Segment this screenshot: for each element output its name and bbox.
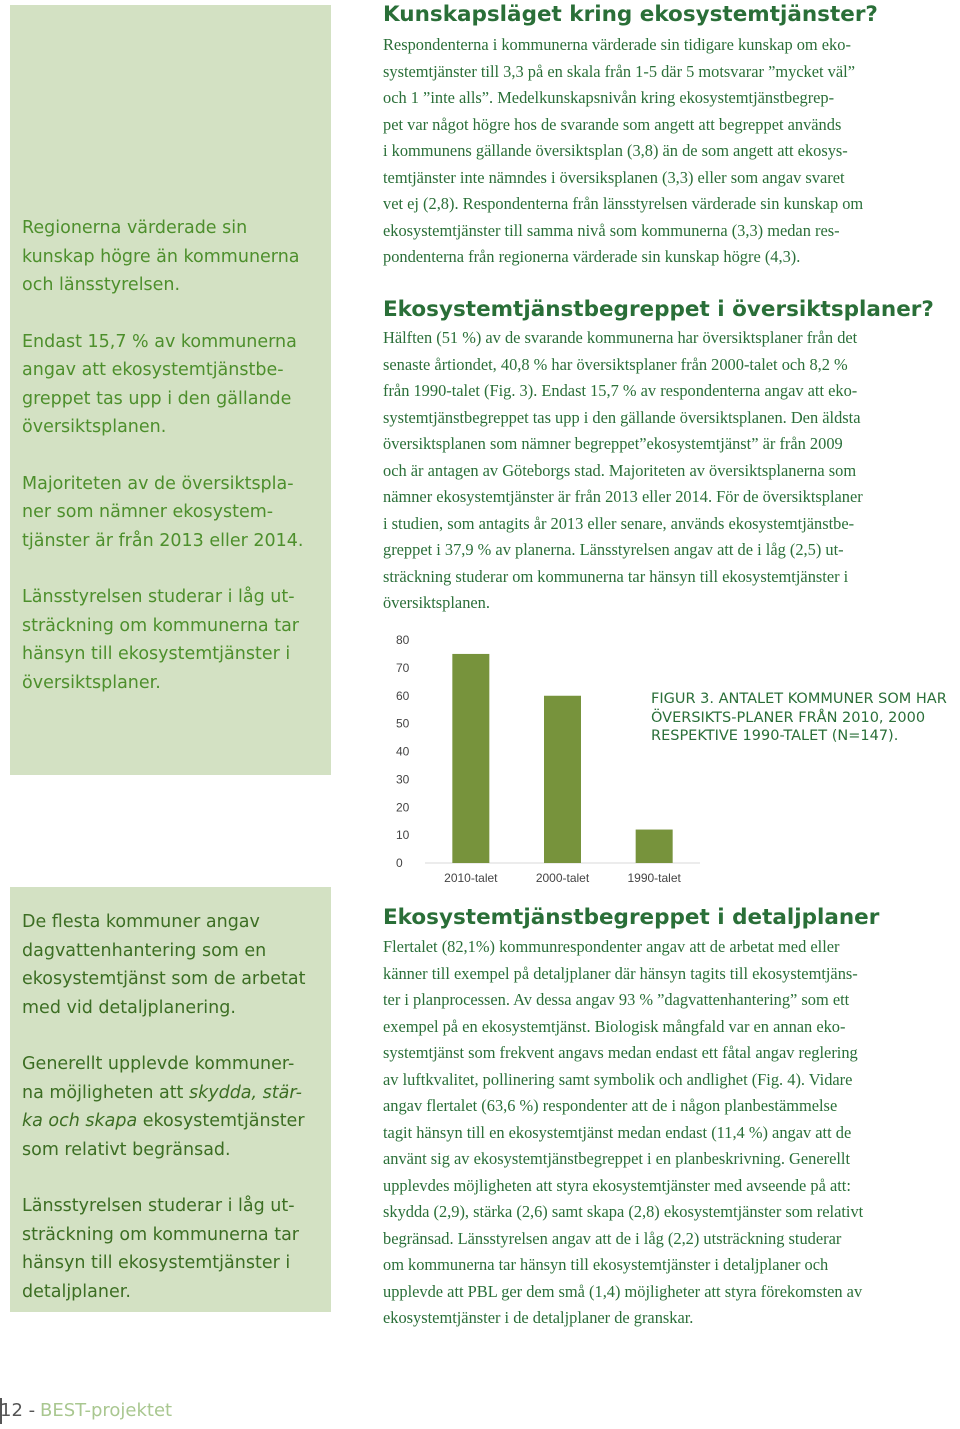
sidebar-paragraph: Regionerna värderade sin kunskap högre än kommunerna och länsstyrelsen. (22, 218, 300, 295)
section-heading-oversiktsplaner: Ekosystemtjänstbegreppet i översiktsplaner? (383, 297, 934, 322)
y-tick-label: 30 (396, 772, 410, 787)
bar-chart-figure-3 (380, 625, 710, 895)
sidebar-paragraph: Länsstyrelsen studerar i låg ut- sträckning om kommunerna tar hänsyn till ekosystemtjänster i översiktsplaner. (22, 587, 299, 693)
y-tick-label: 80 (396, 633, 410, 647)
sidebar-paragraph: Länsstyrelsen studerar i låg ut- sträckning om kommunerna tar hänsyn till ekosystemtjänster i detaljplaner. (22, 1196, 299, 1302)
page-number: 12 - (0, 1400, 36, 1421)
bar-2010-talet (452, 654, 489, 863)
sidebar-paragraph: De flesta kommuner angav dagvattenhantering som en ekosystemtjänst som de arbetat med vid detaljplanering. (22, 912, 306, 1018)
y-tick-label: 0 (396, 856, 403, 870)
y-tick-label: 50 (396, 716, 410, 731)
x-tick-label: 2000-talet (535, 871, 590, 885)
section-body-detaljplaner: Flertalet (82,1%) kommunrespondenter angav att de arbetat med eller känner till exempel på detaljplaner där hänsyn tagits till ekosystemtjäns- ter i planprocessen. Av dessa angav 93 % ”dagvattenhantering” som ett exempel på en ekosystemtjänst. Biologisk mångfald var en annan eko- systemtjänst som frekvent angavs medan endast ett fåtal angav reglering av luftkvalitet, pollinering samt symbolik och andlighet (Fig. 4). Vidare angav flertalet (63,6 %) respondenter att de i någon planbestämmelse tagit hänsyn till en ekosystemtjänst medan endast (11,4 %) angav att de använt sig av ekosystemtjänstbegreppet i en planbeskrivning. Generellt upplevdes möjligheten att styra ekosystemtjänster med avseende på att: skydda (2,9), stärka (2,6) samt skapa (2,8) ekosystemtjänster som relativt begränsad. Länsstyrelsen angav att de i låg (2,2) utsträckning studerar om kommunerna tar hänsyn till ekosystemtjänster i detaljplaner och upplevde att PBL ger dem små (1,4) möjligheter att styra förekomsten av ekosystemtjänster i de detaljplaner de granskar. (383, 937, 864, 1327)
x-tick-label: 1990-talet (627, 871, 681, 885)
y-tick-label: 70 (396, 660, 410, 675)
y-tick-label: 60 (396, 688, 410, 703)
x-tick-label: 2010-talet (444, 871, 498, 885)
sidebar-summary-bottom (22, 908, 317, 1306)
y-tick-label: 20 (396, 800, 410, 815)
figure-caption: FIGUR 3. ANTALET KOMMUNER SOM HAR ÖVERSIKTS-PLANER FRÅN 2010, 2000 RESPEKTIVE 1990-TALET (N=147). (651, 691, 947, 744)
section-heading-detaljplaner: Ekosystemtjänstbegreppet i detaljplaner (383, 905, 880, 930)
bar-1990-talet (636, 830, 673, 863)
sidebar-italic-text: skydda, stär- ka och skapa (22, 1082, 302, 1131)
sidebar-paragraph-italic-mix (22, 1050, 317, 1164)
section-heading-kunskapslaget: Kunskapsläget kring ekosystemtjänster? (383, 2, 878, 27)
sidebar-text: Generellt upplevde kommuner- na möjligheten att (22, 1054, 295, 1103)
section-body-oversiktsplaner: Hälften (51 %) av de svarande kommunerna har översiktsplaner från det senaste årtiondet, 40,8 % har översiktsplaner från 2000-talet och 8,2 % från 1990-talet (Fig. 3). Endast 15,7 % av respondenterna angav att eko- systemtjänstbegreppet tas upp i den gällande översiktsplanen. Den äldsta översiktsplanen som nämner begreppet”ekosystemtjänst” är från 2009 och är antagen av Göteborgs stad. Majoriteten av översiktsplanerna som nämner ekosystemtjänster är från 2013 eller 2014. För de översiktsplaner i studien, som antagits år 2013 eller senare, används ekosystemtjänstbe- greppet i 37,9 % av planerna. Länsstyrelsen angav att de i låg (2,5) ut- sträckning studerar om kommunerna tar hänsyn till ekosystemtjänster i översiktsplanen. (383, 328, 863, 612)
sidebar-text: ekosystemtjänster som relativt begränsad. (22, 1111, 305, 1160)
section-body-kunskapslaget: Respondenterna i kommunerna värderade sin tidigare kunskap om eko- systemtjänster till 3,3 på en skala från 1-5 där 5 motsvarar ”mycket väl” och 1 ”inte alls”. Medelkunskapsnivån kring ekosystemtjänstbegrep- pet var något högre hos de svarande som angett att begreppet används i kommunens gällande översiktsplan (3,8) än de som angett att ekosys- temtjänster inte nämndes i översiksplanen (3,3) eller som angav svaret vet ej (2,8). Respondenterna från länsstyrelsen värderade sin kunskap om ekosystemtjänster till samma nivå som kommunerna (3,3) medan res- pondenterna från regionerna värderade sin kunskap högre (4,3). (383, 35, 864, 266)
bar-2000-talet (544, 696, 581, 863)
sidebar-paragraph: Endast 15,7 % av kommunerna angav att ekosystemtjänstbe- greppet tas upp i den gällande översiktsplanen. (22, 331, 297, 437)
y-tick-label: 10 (396, 828, 410, 843)
footer-brand: BEST-projektet (40, 1400, 173, 1421)
y-tick-label: 40 (396, 744, 410, 759)
sidebar-paragraph: Majoriteten av de översiktspla- ner som nämner ekosystem- tjänster är från 2013 eller 2014. (22, 473, 304, 551)
sidebar-summary-top (22, 214, 312, 697)
